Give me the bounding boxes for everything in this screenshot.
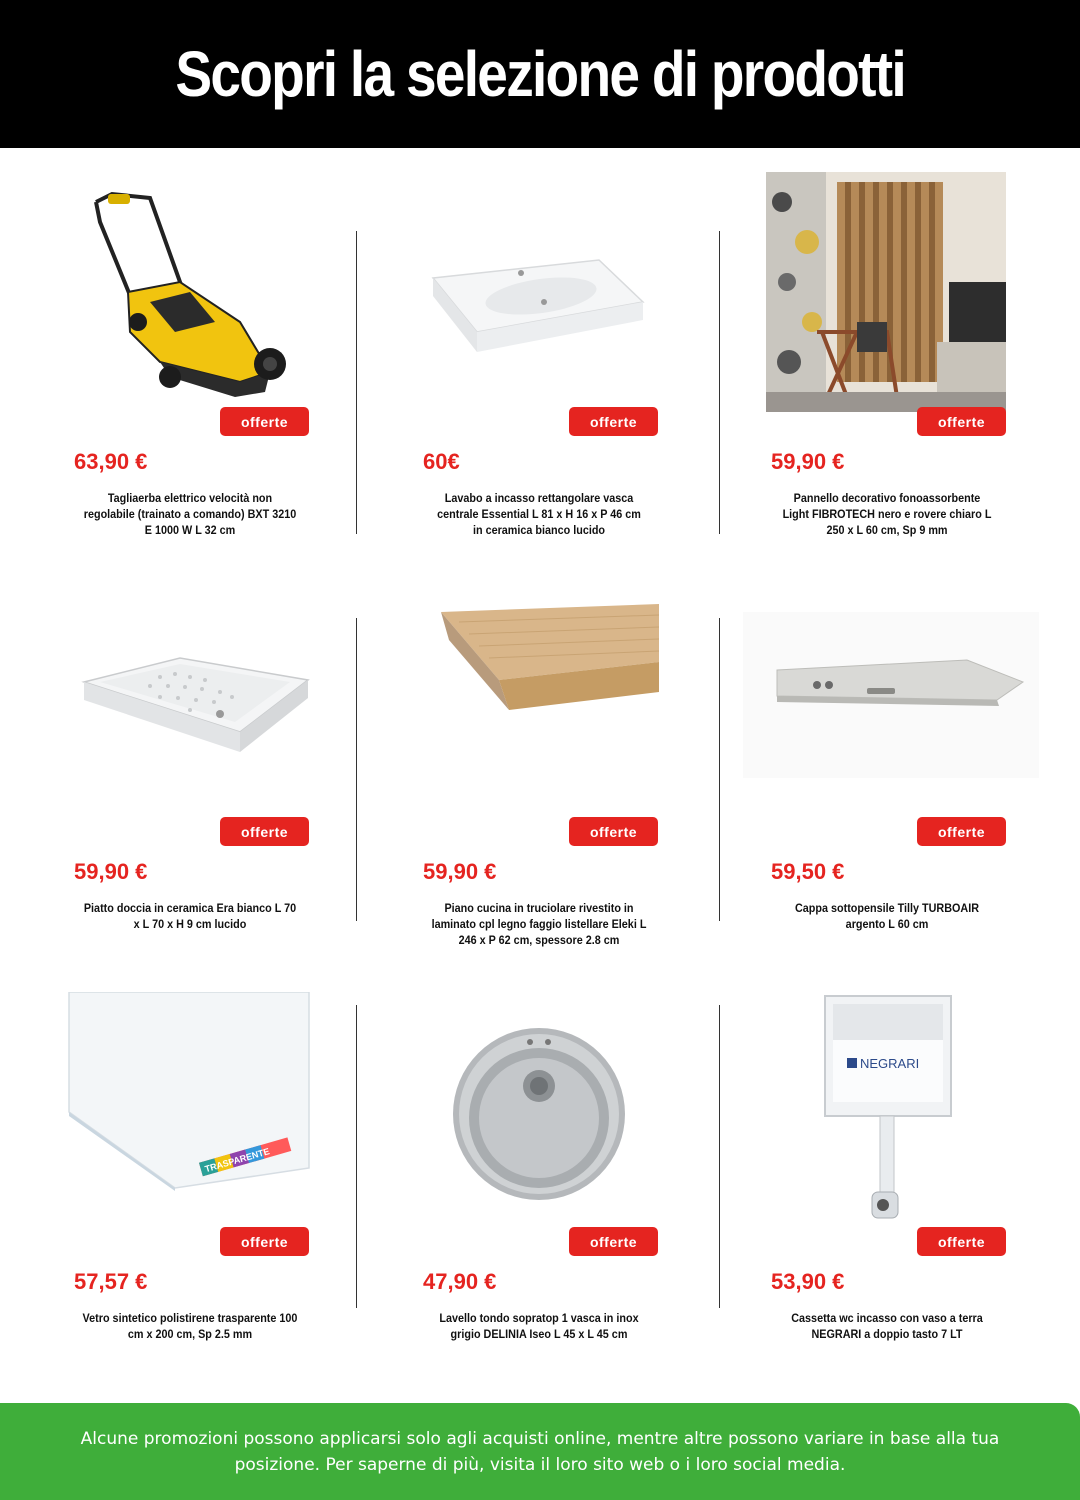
product-card[interactable] <box>697 582 1057 992</box>
product-card[interactable] <box>349 992 709 1402</box>
product-description[interactable]: Pannello decorativo fonoassorbente Light FIBROTECH nero e rovere chiaro L 250 x L 60 cm, Sp 9 mm <box>782 491 992 537</box>
page-title: Scopri la selezione di prodotti <box>175 38 905 110</box>
plastic-sheet-icon <box>0 992 360 1252</box>
product-card[interactable] <box>697 172 1057 582</box>
product-description[interactable]: Cappa sottopensile Tilly TURBOAIR argento L 60 cm <box>794 901 980 931</box>
svg-text:TRASPARENTE: TRASPARENTE <box>203 1146 271 1175</box>
offer-badge[interactable]: offerte <box>917 407 1006 436</box>
product-description[interactable]: Vetro sintetico polistirene trasparente 100 cm x 200 cm, Sp 2.5 mm <box>82 1311 298 1341</box>
product-description[interactable]: Cassetta wc incasso con vaso a terra NEGRARI a doppio tasto 7 LT <box>791 1311 983 1341</box>
kitchen-worktop-icon <box>349 582 709 842</box>
svg-text:NEGRARI: NEGRARI <box>860 1056 920 1071</box>
cooker-hood-icon <box>697 582 1057 842</box>
page-header <box>0 0 1080 148</box>
product-price: 63,90 € <box>74 449 148 474</box>
product-card[interactable] <box>0 172 360 582</box>
footer-banner <box>0 1403 1080 1500</box>
product-price: 57,57 € <box>74 1269 148 1294</box>
wc-cistern-icon <box>697 992 1057 1252</box>
offer-badge[interactable]: offerte <box>569 817 658 846</box>
product-description[interactable]: Piatto doccia in ceramica Era bianco L 70 x L 70 x H 9 cm lucido <box>83 901 297 931</box>
product-price: 59,90 € <box>74 859 148 884</box>
offer-badge[interactable]: offerte <box>220 1227 309 1256</box>
product-description[interactable]: Lavello tondo sopratop 1 vasca in inox grigio DELINIA Iseo L 45 x L 45 cm <box>439 1311 639 1341</box>
product-price: 47,90 € <box>423 1269 497 1294</box>
product-card[interactable] <box>349 582 709 992</box>
offer-badge[interactable]: offerte <box>569 407 658 436</box>
product-grid <box>0 148 1080 1403</box>
shower-tray-icon <box>0 582 360 842</box>
offer-badge[interactable]: offerte <box>220 817 309 846</box>
offer-badge[interactable]: offerte <box>569 1227 658 1256</box>
product-card[interactable] <box>0 582 360 992</box>
product-card[interactable] <box>0 992 360 1402</box>
product-price: 60€ <box>423 449 460 474</box>
product-price: 53,90 € <box>771 1269 845 1294</box>
round-sink-icon <box>349 992 709 1252</box>
product-card[interactable] <box>697 992 1057 1402</box>
product-price: 59,50 € <box>771 859 845 884</box>
offer-badge[interactable]: offerte <box>220 407 309 436</box>
offer-badge[interactable]: offerte <box>917 817 1006 846</box>
product-description[interactable]: Tagliaerba elettrico velocità non regolabile (trainato a comando) BXT 3210 E 1000 W L 32 cm <box>83 491 297 537</box>
product-description[interactable]: Lavabo a incasso rettangolare vasca centrale Essential L 81 x H 16 x P 46 cm in ceramica bianco lucido <box>437 491 641 537</box>
product-description[interactable]: Piano cucina in truciolare rivestito in laminato cpl legno faggio listellare Eleki L 246 x P 62 cm, spessore 2.8 cm <box>431 901 647 947</box>
lawn-mower-icon <box>0 172 360 432</box>
product-price: 59,90 € <box>771 449 845 474</box>
footer-disclaimer: Alcune promozioni possono applicarsi solo agli acquisti online, mentre altre possono variare in base alla tua posizione. Per saperne di più, visita il loro sito web o i loro social media. <box>80 1428 1000 1475</box>
product-price: 59,90 € <box>423 859 497 884</box>
product-card[interactable] <box>349 172 709 582</box>
decorative-panel-icon <box>697 172 1057 432</box>
offer-badge[interactable]: offerte <box>917 1227 1006 1256</box>
washbasin-icon <box>349 172 709 432</box>
